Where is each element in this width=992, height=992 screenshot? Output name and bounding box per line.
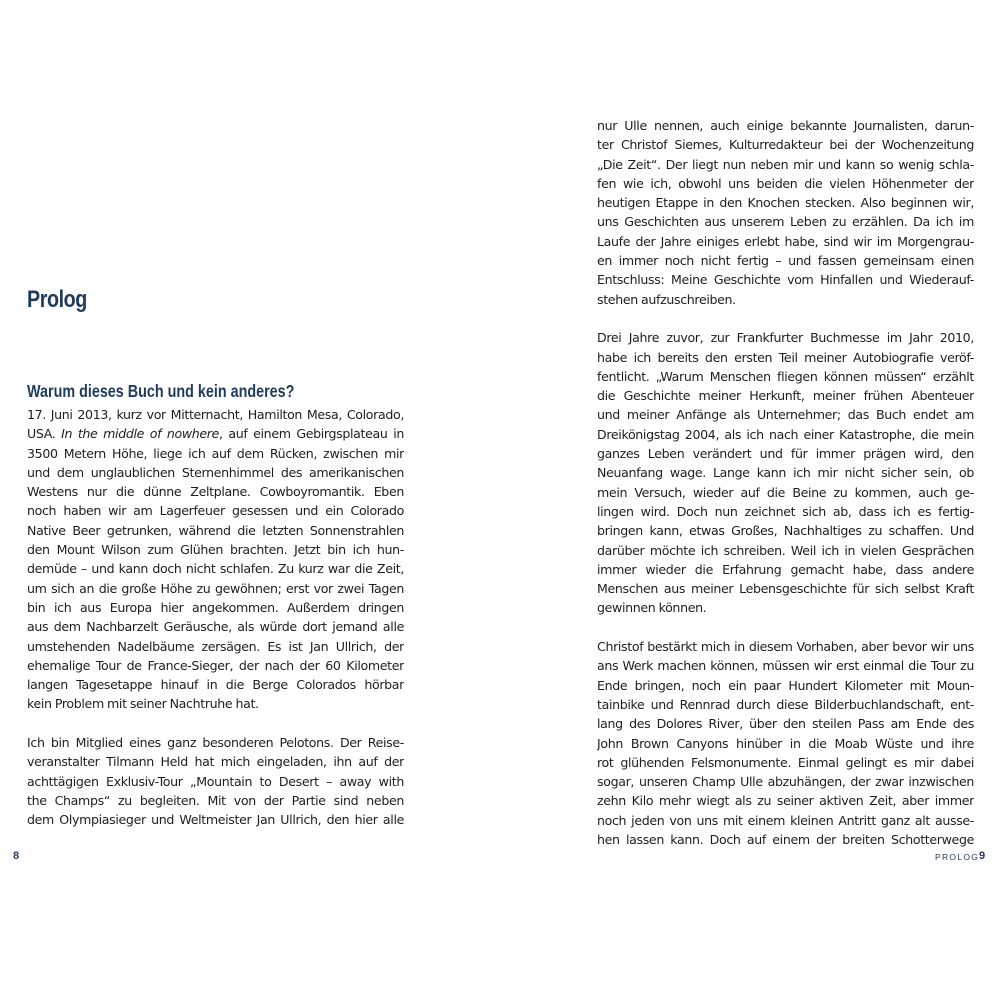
text-line: habe ich bereits den ersten Teil meiner Autobiografie veröf- <box>597 349 974 365</box>
chapter-title: Prolog <box>27 286 87 313</box>
text-line: langen Tagesetappe hinauf in die Berge Colorados hörbar <box>27 677 404 693</box>
text-line: immer wieder die Erfahrung gemacht habe, dass andere <box>597 561 974 577</box>
text-line: ans Werk machen können, müssen wir erst einmal die Tour zu <box>597 658 974 674</box>
text-line: den Mount Wilson zum Glühen brachten. Jetzt bin ich hun- <box>27 542 404 558</box>
text-line: bin ich aus Europa hier angekommen. Außerdem dringen <box>27 599 404 615</box>
paragraph-gap <box>597 309 974 328</box>
text-line: hen lassen kann. Doch auf einem der breiten Schotterwege <box>597 831 974 847</box>
section-heading: Warum dieses Buch und kein anderes? <box>27 381 295 401</box>
text-line: heutigen Etappe in den Knochen stecken. Also beginnen wir, <box>597 195 974 211</box>
text-line: ter Christof Siemes, Kulturredakteur bei der Wochenzeitung <box>597 137 974 153</box>
text-line: bringen kann, etwas Großes, Nachhaltiges zu schaffen. Und <box>597 523 974 539</box>
text-line: „Die Zeit“. Der liegt nun neben mir und kann so wenig schla- <box>597 156 974 172</box>
text-line: dem Olympiasieger und Weltmeister Jan Ullrich, den hier alle <box>27 812 404 828</box>
text-line: ehemalige Tour de France-Sieger, der nach der 60 Kilometer <box>27 657 404 673</box>
text-line: Westens nur die dünne Zeltplane. Cowboyromantik. Eben <box>27 484 404 500</box>
text-line: zehn Kilo mehr wiegt als zu seiner aktiven Zeit, aber immer <box>597 793 974 809</box>
text-line: the Champs“ zu begleiten. Mit von der Partie sind neben <box>27 792 404 808</box>
text-line: nur Ulle nennen, auch einige bekannte Journalisten, darun- <box>597 118 974 133</box>
text-line: Ende bringen, noch ein paar Hundert Kilometer mit Moun- <box>597 677 974 693</box>
text-line: 3500 Metern Höhe, liege ich auf dem Rücken, zwischen mir <box>27 445 404 461</box>
text-line: und meiner Anfänge als Unternehmer; das Buch endet am <box>597 407 974 423</box>
text-line: Native Beer getrunken, während die letzten Sonnenstrahlen <box>27 522 404 538</box>
text-line: Christof bestärkt mich in diesem Vorhaben, aber bevor wir uns <box>597 639 974 655</box>
text-line: rot glühenden Felsmonumente. Einmal gelingt es mir dabei <box>597 754 974 770</box>
right-body-text <box>597 116 974 849</box>
text-line: USA. In the middle of nowhere, auf einem Gebirgsplateau in <box>27 426 404 442</box>
text-line: Menschen aus meiner Lebensgeschichte für sich selbst Kraft <box>597 581 974 597</box>
right-page <box>496 0 992 992</box>
text-line: aus dem Nachbarzelt Geräusche, als würde dort jemand alle <box>27 619 404 635</box>
text-line: fentlicht. „Warum Menschen fliegen können müssen“ erzählt <box>597 368 974 384</box>
text-line: en immer noch nicht fertig – und fassen gemeinsam einen <box>597 253 974 269</box>
text-line: Ich bin Mitglied eines ganz besonderen Pelotons. Der Reise- <box>27 735 404 751</box>
text-line: sogar, unseren Champ Ulle abzuhängen, der zwar inzwischen <box>597 774 974 790</box>
text-line: tainbike und Rennrad durch diese Bilderbuchlandschaft, ent- <box>597 696 974 712</box>
text-line: John Brown Canyons hinüber in die Moab Wüste und ihre <box>597 735 974 751</box>
page-number-left: 8 <box>13 850 20 862</box>
text-line: noch jeden von uns mit einem kleinen Antritt ganz alt ausse- <box>597 812 974 828</box>
text-line: veranstalter Tilmann Held hat mich eingeladen, ihn auf der <box>27 754 404 770</box>
text-line: lingen wird. Doch nun zeichnet sich ab, dass ich es fertig- <box>597 503 974 519</box>
text-line: stehen aufzuschreiben. <box>597 291 736 307</box>
left-body-text <box>27 405 404 830</box>
text-line: gewinnen können. <box>597 600 707 616</box>
text-line: Laufe der Jahre einiges erlebt habe, sind wir im Morgengrau- <box>597 233 974 249</box>
text-line: darüber möchte ich schreiben. Weil ich in vielen Gesprächen <box>597 542 974 558</box>
text-line: mein Versuch, wieder auf die Beine zu kommen, auch ge- <box>597 484 974 500</box>
text-line: Entschluss: Meine Geschichte vom Hinfallen und Wiederauf- <box>597 272 974 288</box>
text-line: um sich an die große Höhe zu gewöhnen; erst vor zwei Tagen <box>27 580 404 596</box>
text-line: demüde – und kann doch nicht schlafen. Zu kurz war die Zeit, <box>27 561 404 577</box>
text-line: und dem unglaublichen Sternenhimmel des amerikanischen <box>27 464 404 480</box>
paragraph-gap <box>597 618 974 637</box>
text-line: die Geschichte meiner Herkunft, meiner frühen Abenteuer <box>597 388 974 404</box>
running-head: PROLOG <box>935 852 980 862</box>
text-line: Drei Jahre zuvor, zur Frankfurter Buchmesse im Jahr 2010, <box>597 330 974 346</box>
text-line: Dreikönigstag 2004, als ich nach einer Katastrophe, die mein <box>597 426 974 442</box>
text-line: umstehenden Nadelbäume zersägen. Es ist Jan Ullrich, der <box>27 638 404 654</box>
text-line: noch haben wir am Lagerfeuer gesessen und ein Colorado <box>27 503 404 519</box>
text-line: Neuanfang wage. Lange kann ich mir nicht sicher sein, ob <box>597 465 974 481</box>
italic-phrase: In the middle of nowhere <box>61 426 220 442</box>
text-line: uns Geschichten aus unserem Leben zu erzählen. Da ich im <box>597 214 974 230</box>
text-line: fen wie ich, obwohl uns beiden die vielen Höhenmeter der <box>597 175 974 191</box>
page-number-right: 9 <box>979 850 986 862</box>
text-line: lang des Dolores River, über den steilen Pass am Ende des <box>597 716 974 732</box>
text-line: 17. Juni 2013, kurz vor Mitternacht, Hamilton Mesa, Colorado, <box>27 407 404 422</box>
paragraph-gap <box>27 714 404 733</box>
text-line: achttägigen Exklusiv-Tour „Mountain to Desert – away with <box>27 773 404 789</box>
text-line: ganzes Leben verändert und für immer prägen wird, den <box>597 446 974 462</box>
text-line: kein Problem mit seiner Nachtruhe hat. <box>27 696 259 712</box>
